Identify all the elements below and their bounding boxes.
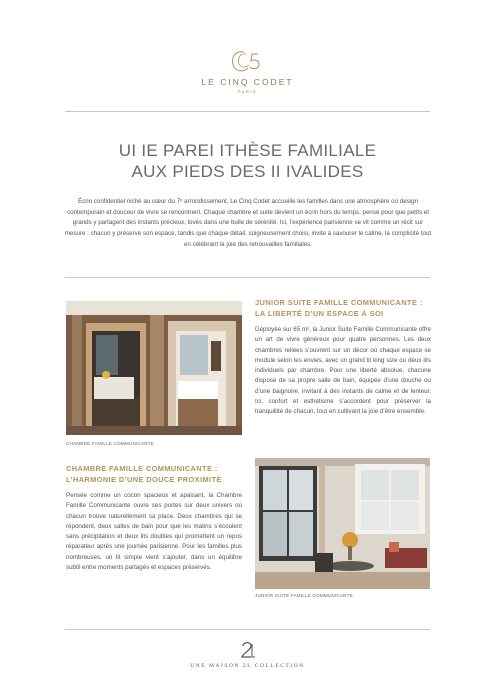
c5-monogram-icon: [224, 48, 272, 74]
hotel-logo: [0, 48, 495, 94]
junior-suite-text: Déployée sur 65 m², la Junior Suite Famille Communicante offre un art de vivre généreux pour quatre personnes. Les deux chambres reliées s’ouvrent sur un décor où chaque espace se module selon les envies, avec un grand lit king size ou deux lits individuels par chambre. Pour une liberté absolue, chacune dispose de sa propre salle de bain, équipée d’une douche ou d’une baignoire, invitant à des instants de calme et de lenteur. Ici, confort et esthétisme s’accordent pour préserver la tranquillité de chacun, tout en cultivant la joie d’être ensemble.: [255, 326, 431, 416]
hotel-brand-name: LE CINQ CODET: [201, 77, 294, 87]
2l-monogram-icon: [239, 640, 257, 660]
footer-collection-text: UNE MAISON 2L COLLECTION: [190, 663, 305, 669]
page-title: [40, 140, 455, 182]
chambre-famille-photo: [66, 301, 242, 435]
chambre-famille-heading: [66, 463, 246, 485]
photo1-caption: CHAMBRE FAMILLE COMMUNICANTE: [66, 441, 155, 446]
footer-logo: [0, 640, 495, 669]
intro-paragraph: Écrin confidentiel niché au cœur du 7ᵉ arrondissement, Le Cinq Codet accueille les familles dans une atmosphère où design contemporain et douceur de vivre se rencontrent. Chaque chambre et suite devient un écrin hors du temps, pensé pour que petits et grands y partagent des instants précieux, lovés dans une bulle de sérénité. Ici, l’expérience parisienne se vit comme un récit sur mesure : chacun y préserve son espace, tandis que chaque détail, soigneusement choisi, invite à savourer le calme, la complicité tout en célébrant la joie des retrouvailles familiales.: [64, 198, 432, 248]
junior-suite-heading: [255, 297, 435, 319]
chambre-heading-line-1: CHAMBRE FAMILLE COMMUNICANTE :: [66, 464, 218, 473]
header-divider: [65, 111, 430, 112]
junior-heading-line-2: LA LIBERTÉ D’UN ESPACE À SOI: [255, 309, 384, 318]
hotel-city: PARIS: [237, 89, 258, 94]
footer-divider: [65, 629, 430, 630]
chambre-heading-line-2: L’HARMONIE D’UNE DOUCE PROXIMITÉ: [66, 475, 222, 484]
title-line-2: AUX PIEDS DES II IVALIDES: [131, 162, 364, 181]
junior-suite-photo: [255, 458, 430, 589]
photo2-caption: JUNIOR SUITE FAMILLE COMMUNICANTE: [255, 593, 353, 598]
junior-heading-line-1: JUNIOR SUITE FAMILLE COMMUNICANTE :: [255, 298, 423, 307]
chambre-famille-text: Pensée comme un cocon spacieux et apaisant, la Chambre Famille Communicante ouvre ses portes sur deux univers où chacun trouve naturellement sa place. Deux chambres qui se répondent, deux salles de bain pour que les matins s’écoulent sans précipitation et deux lits doubles qui promettent un repos réparateur après une journée parisienne. Pour les familles plus nombreuses, un lit simple vient s’ajouter, dans un équilibre subtil entre moments partagés et espaces préservés.: [66, 492, 242, 572]
intro-divider: [65, 277, 430, 278]
title-line-1: UI IE PAREI ITHÈSE FAMILIALE: [118, 141, 377, 160]
